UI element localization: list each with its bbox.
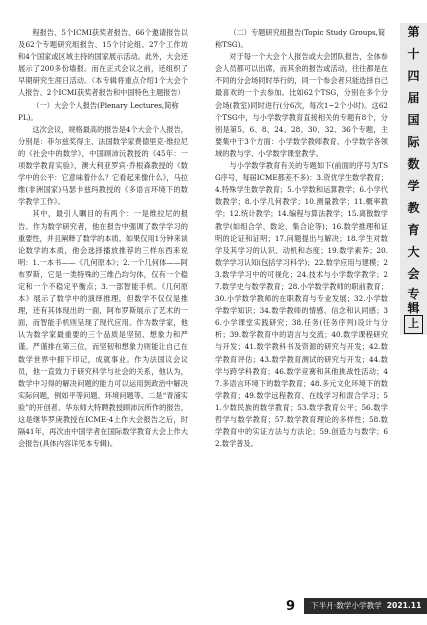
paragraph-tsg-overview: 对于每一个大会个人报告或大会团队报告，全体参会人员都可以出席，而其余的报告或活动，往往都是在不同的分会场同时举行的，同一个参会者只能选择自己最喜欢的一个去参加。比如62个TSG，分别在多个分会场(教室)同时进行(分6次，每次1~2个小时)。这62个TSG中，与小学数学教育直接相关的专题有8个，分别是第5、6、8、24、28、30、32、36个专题，主要集中于3个方面：小学数学教师教育、小学数学各领域的教与学、小学数学课堂教学。 [215, 52, 388, 158]
left-column [18, 27, 188, 587]
right-column [215, 27, 388, 587]
journal-brand: 小学教学 [351, 601, 382, 610]
side-band-char: 教 [407, 201, 420, 215]
side-band-char: 专 [407, 287, 420, 301]
side-band-char: 际 [407, 135, 420, 149]
section-heading-tsg: （二）专题研究组报告(Topic Study Groups,简称TSG)。 [215, 28, 386, 50]
side-band-char: 四 [407, 69, 420, 83]
paragraph-intro-continued: 程报告、5个ICMI获奖者报告、66个邀请报告以及62个专题研究组报告、15个讨论组、27个工作坊和4个国家或区域主持的国家展示活动。此外，大会还展示了200多份墙报。而在正式会议之前，还组织了早期研究生涯日活动。（本专辑将重点介绍1个大会个人报告、2个ICMI获奖者报告和中国特色主题报告） [18, 28, 188, 98]
side-band-char: 届 [407, 91, 420, 105]
paragraph-tsg-list: 与小学数学教育有关的专题如下(前面的序号为TSG序号，每届ICME都差不多)：3.资优学生数学教育；4.特殊学生数学教育；5.小学数和运算教学；6.小学代数教学；8.小学几何教学；10.测量教学；11.概率教学；12.统计教学；14.编程与算法教学；15.离散数学教学(如组合学、数论、集合论等)；16.数学推理和证明的论证和证明；17.问题提出与解决；18.学生对数学及其学习的认识、动机和态度；19.数学素养；20.数学学习认知(包括学习科学)；22.数学应用与建模；23.数学学习中的可视化；24.技术与小学数学教学；27.数学史与数学教育；28.小学数学教师的职前教育；30.小学数学教师的在职教育与专业发展；32.小学数学数学知识；34.数学教师的情感、信念和认同感；36.小学课堂实践研究；38.任务(任务序列)设计与分析；39.数学教育中的语言与交流；40.数学课程研究与开发；41.数学教科书及资源的研究与开发；42.数学教育评估；43.数学教育测试的研究与开发；44.数学与跨学科教育；46.数学竞赛和其他挑战性活动；47.多语言环境下的数学教育；48.多元文化环境下的数学教育；49.数学远程教育、在线学习和混合学习；51.少数民族的数学教育；53.数学教育公平；56.数学哲学与数学教育；57.数学教育理论的多样性；58.数学教育中的实证方法与方法论；59.创造力与数学；62.数学普及。 [215, 161, 388, 449]
side-band-char: 会 [407, 267, 420, 281]
side-band-char: 数 [407, 157, 420, 171]
journal-footer-bar [304, 598, 427, 614]
side-band-char: 第 [407, 25, 420, 39]
side-band-char: 学 [407, 179, 420, 193]
paragraph-plenary-summary: 这次会议，规格最高的报告是4个大会个人报告，分别是：菲尔兹奖得主、法国数学家费德里克·维拉尼的《社会中的数学》，中国顾沛沅教授的《45年：一项数学教育实验》，澳大利亚罗宾·乔根森教授的《数学中的公平：它意味着什么？它看起来像什么》，马拉维(非洲国家)马瑟卡兹玛教授的《多语言环境下的数学教学工作》。 [18, 124, 188, 207]
section-heading-plenary: （一）大会个人报告(Plenary Lectures,简称PL)。 [18, 100, 179, 122]
side-band-char: 大 [407, 245, 420, 259]
side-band-char: 国 [407, 113, 420, 127]
side-band-char: 辑 [407, 301, 420, 315]
issue-date: 2021.11 [386, 601, 422, 610]
side-band-char: 育 [407, 223, 420, 237]
page-number: 9 [286, 599, 296, 614]
side-band-char: 十 [407, 47, 420, 61]
paragraph-plenary-highlights: 其中，最引人瞩目的有两个：一是维拉尼的报告。作为数学研究者，他在报告中强调了数学学习的重要性，并且阐释了数学的本质。如果仅用1分钟来谈论数学的本质，他会选择播放推荐的三样东西来说明：1.一本书——《几何原本》；2.一个几何体——阿布罗斯，它是一类特殊的三维凸均匀体，仅有一个稳定和一个不稳定平衡点；3.一部智能手机。《几何原本》展示了数学中的演绎推理，但数学不仅仅是推理，还有其体现出的一面，阿布罗斯展示了艺术的一面，而智能手机则呈现了现代应用。作为数学家，他认为数学家最重要的三个品质是坚韧、想象力和严谨。严谨排在第三位，而坚韧和想象力则能让自己在数学世界中拥下印记，成就事业。作为法国议会议员，他一直致力于研究科学与社会的关系，他认为，数学中习得的解决问题的能力可以运用到政治中解决实际问题，例如平等问题、环境问题等。二是“青浦实验”的开创者、华东师大特聘教授顾沛沅所作的报告，这是继华罗庚教授在ICME-4上作大会报告之后，时隔41年，再次由中国学者在国际数学教育大会上作大会报告(具体内容详见本专辑)。 [18, 209, 188, 449]
special-issue-side-band [400, 23, 427, 335]
volume-bracket-badge: 上 [404, 315, 423, 334]
journal-section: 下半月·数学 [311, 601, 352, 610]
